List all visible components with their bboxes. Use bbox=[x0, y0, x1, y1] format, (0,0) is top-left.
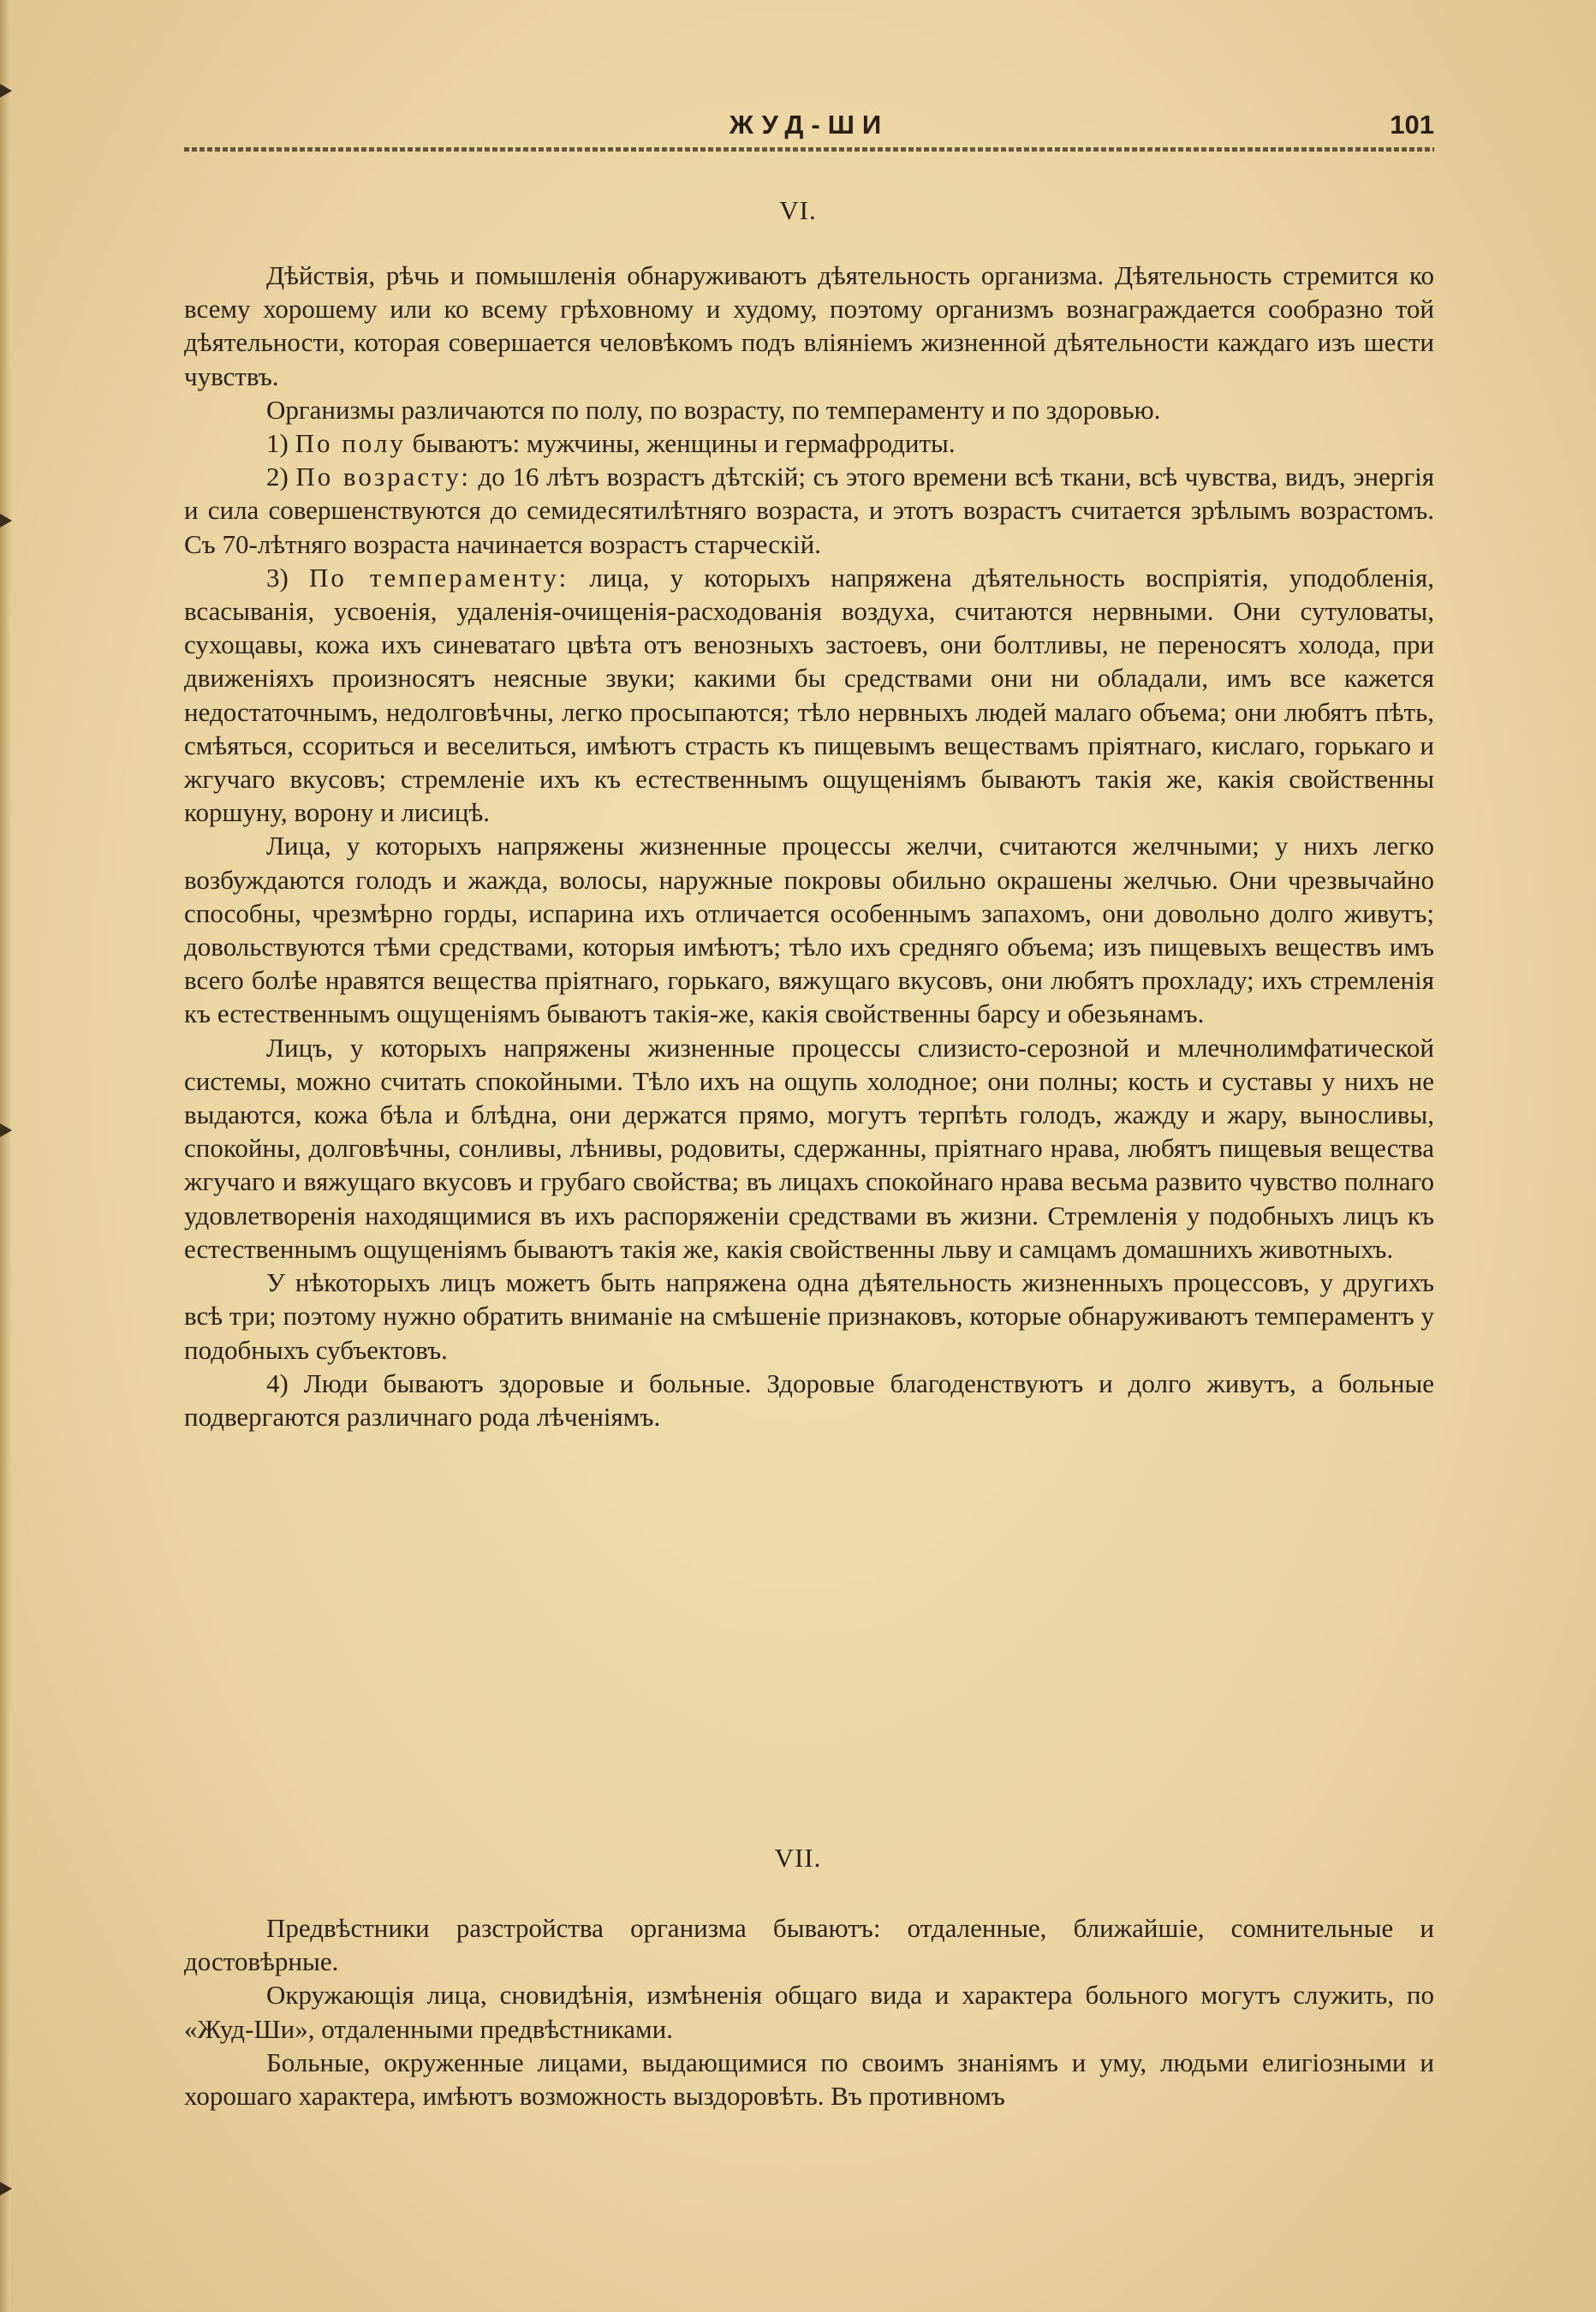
binding-mark bbox=[0, 84, 12, 98]
paragraph: 3) По темпераменту: лица, у которыхъ напряжена дѣятельность воспріятія, уподобленія, всасыванія, усвоенія, удаленія-очищенія-расходованія воздуха, считаются нервными. Они сутуловаты, сухощавы, кожа ихъ синеватаго цвѣта отъ венозныхъ застоевъ, они болтливы, не переносятъ холода, при движеніяхъ произносятъ неясные звуки; какими бы средствами они ни обладали, имъ все кажется недостаточнымъ, недолговѣчны, легко просыпаются; тѣло нервныхъ людей малаго объема; они любятъ пѣть, смѣяться, ссориться и веселиться, имѣютъ страсть къ пищевымъ веществамъ пріятнаго, кислаго, горькаго и жгучаго вкусовъ; стремленіе ихъ къ естественнымъ ощущеніямъ бываютъ такія же, какія свойственны коршуну, ворону и лисицѣ. bbox=[184, 562, 1435, 828]
paragraph: Лицъ, у которыхъ напряжены жизненные процессы слизисто-серозной и млечнолимфатической системы, можно считать спокойными. Тѣло ихъ на ощупь холодное; они полны; кость и суставы у нихъ не выдаются, кожа бѣла и блѣдна, они держатся прямо, могутъ терпѣть голодъ, жажду и жару, выносливы, спокойны, долговѣчны, сонливы, лѣнивы, родовиты, сдержанны, пріятнаго нрава, любятъ пищевыя вещества жгучаго и вяжущаго вкусовъ и грубаго свойства; въ лицахъ спокойнаго нрава весьма развито чувство полнаго удовлетворенія находящимися въ ихъ распоряженіи средствами въ жизни. Стремленія у подобныхъ лицъ къ естественнымъ ощущеніямъ бываютъ такія же, какія свойственны льву и самцамъ домашнихъ животныхъ. bbox=[184, 1032, 1434, 1264]
paragraph-text: бываютъ: мужчины, женщины и гермафродиты. bbox=[412, 428, 956, 459]
section-heading-vi: VI. bbox=[779, 195, 817, 225]
section-heading-vii: VII. bbox=[774, 1843, 822, 1873]
section-vi-body bbox=[184, 259, 1434, 1433]
paragraph: Лица, у которыхъ напряжены жизненные процессы желчи, считаются желчными; у нихъ легко возбуждаются голодъ и жажда, волосы, наружные покровы обильно окрашены желчью. Они чрезвычайно способны, чрезмѣрно горды, испарина ихъ отличается особеннымъ запахомъ, они довольно долго живутъ; довольствуются тѣми средствами, которыя имѣютъ; тѣло ихъ средняго объема; изъ пищевыхъ веществъ имъ всего болѣе нравятся вещества пріятнаго, горькаго, вяжущаго вкусовъ, они любятъ прохладу; ихъ стремленія къ естественнымъ ощущеніямъ бываютъ такія-же, какія свойственны барсу и обезьянамъ. bbox=[184, 831, 1434, 1029]
page-binding-edge bbox=[0, 0, 10, 2312]
paragraph: Дѣйствія, рѣчь и помышленія обнаруживаютъ дѣятельность организма. Дѣятельность стремится ко всему хорошему или ко всему грѣховному и худому, поэтому организмъ вознаграждается сообразно той дѣятельности, которая совершается человѣкомъ подъ вліяніемъ жизненной дѣятельности каждаго изъ шести чувствъ. bbox=[184, 260, 1434, 391]
paragraph: Больные, окруженные лицами, выдающимися по своимъ знаніямъ и уму, людьми елигіозными и хорошаго характера, имѣютъ возможность выздоровѣть. Въ противномъ bbox=[184, 2047, 1434, 2112]
binding-mark bbox=[0, 514, 12, 527]
paragraph: 1) По полу бываютъ: мужчины, женщины и гермафродиты. bbox=[266, 428, 956, 459]
binding-mark bbox=[0, 2182, 12, 2196]
paragraph: У нѣкоторыхъ лицъ можетъ быть напряжена одна дѣятельность жизненныхъ процессовъ, у другихъ всѣ три; поэтому нужно обратить вниманіе на смѣшеніе признаковъ, которые обнаруживаютъ темпераментъ у подобныхъ субъектовъ. bbox=[184, 1267, 1434, 1365]
paragraph-lead: По темпераменту: bbox=[308, 562, 569, 593]
paragraph: Организмы различаются по полу, по возрасту, по темпераменту и по здоровью. bbox=[266, 394, 1161, 425]
running-title: ЖУД-ШИ bbox=[729, 110, 890, 140]
paragraph: Окружающія лица, сновидѣнія, измѣненія общаго вида и характера больного могутъ служить, по «Жуд-Ши», отдаленными предвѣстниками. bbox=[184, 1980, 1434, 2044]
paragraph-lead: По возрасту: bbox=[295, 462, 471, 492]
page-number: 101 bbox=[1390, 110, 1434, 140]
header-rule bbox=[184, 147, 1434, 152]
paragraph-text: лица, у которыхъ напряжена дѣятельность воспріятія, уподобленія, всасыванія, усвоенія, удаленія-очищенія-расходованія воздуха, считаются нервными. Они сутуловаты, сухощавы, кожа ихъ синеватаго цвѣта отъ венозныхъ застоевъ, они болтливы, не переносятъ холода, при движеніяхъ произносятъ неясные звуки; какими бы средствами они ни обладали, имъ все кажется недостаточнымъ, недолговѣчны, легко просыпаются; тѣло нервныхъ людей малаго объема; они любятъ пѣть, смѣяться, ссориться и веселиться, имѣютъ страсть къ пищевымъ веществамъ пріятнаго, кислаго, горькаго и жгучаго вкусовъ; стремленіе ихъ къ естественнымъ ощущеніямъ бываютъ такія же, какія свойственны коршуну, ворону и лисицѣ. bbox=[184, 562, 1435, 828]
paragraph: 2) По возрасту: до 16 лѣтъ возрастъ дѣтскій; съ этого времени всѣ ткани, всѣ чувства, видъ, энергія и сила совершенствуются до семидесятилѣтняго возраста, и этотъ возрастъ считается зрѣлымъ возрастомъ. Съ 70-лѣтняго возраста начинается возрастъ старческій. bbox=[184, 462, 1434, 559]
paragraph: Предвѣстники разстройства организма бываютъ: отдаленные, ближайшіе, сомнительные и достовѣрные. bbox=[184, 1913, 1434, 1977]
section-vii-body bbox=[184, 1911, 1434, 2112]
paragraph-text: до 16 лѣтъ возрастъ дѣтскій; съ этого времени всѣ ткани, всѣ чувства, видъ, энергія и сила совершенствуются до семидесятилѣтняго возраста, и этотъ возрастъ считается зрѣлымъ возрастомъ. Съ 70-лѣтняго возраста начинается возрастъ старческій. bbox=[184, 462, 1434, 559]
binding-mark bbox=[0, 1123, 12, 1137]
paragraph-lead: По полу bbox=[295, 428, 406, 459]
paragraph: 4) Люди бываютъ здоровые и больные. Здоровые благоденствуютъ и долго живутъ, а больные подвергаются различнаго рода лѣченіямъ. bbox=[184, 1368, 1434, 1432]
running-header bbox=[184, 110, 1434, 151]
